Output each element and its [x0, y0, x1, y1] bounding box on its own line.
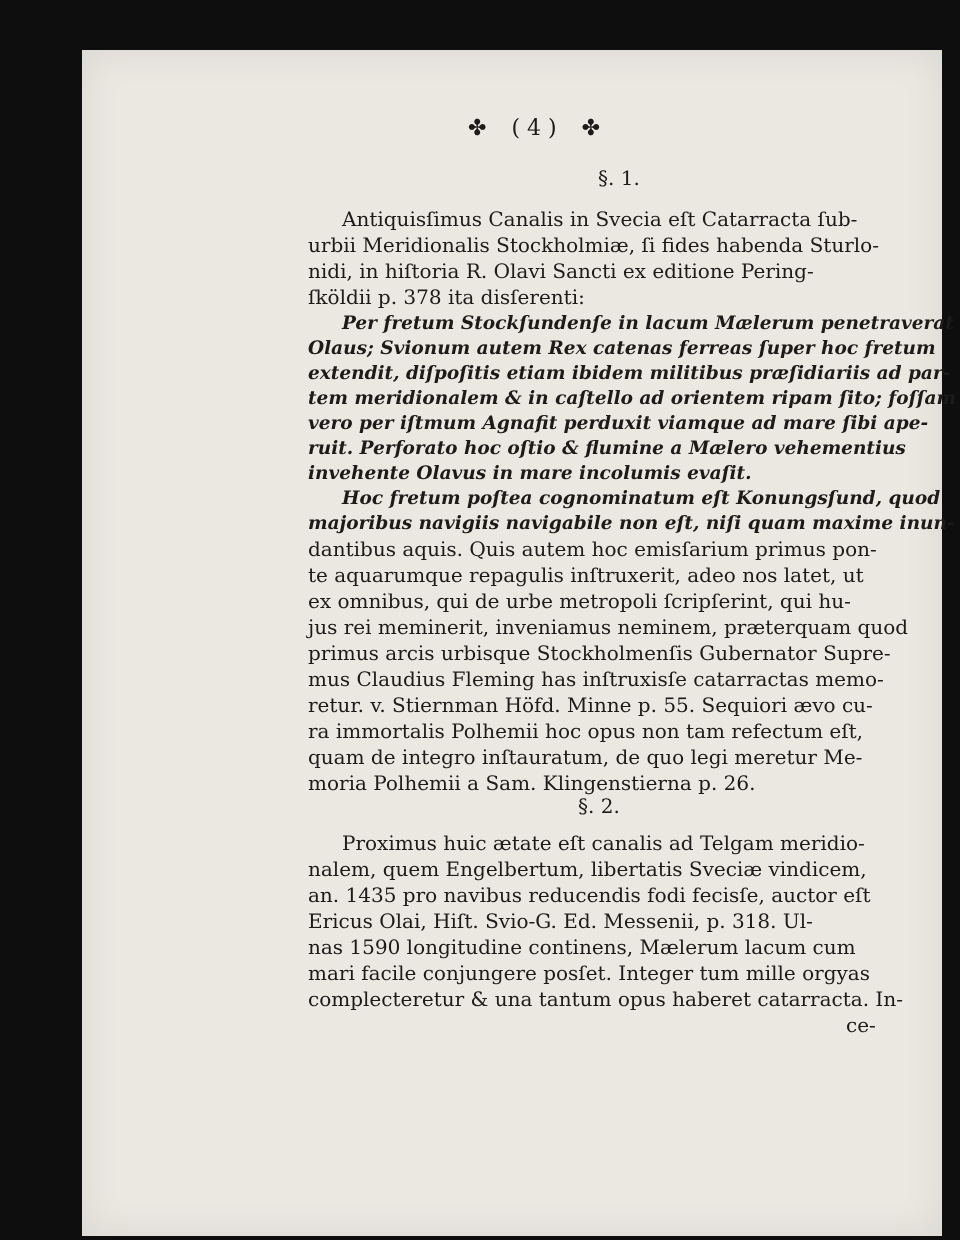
quote-line: ruit. Perforato hoc oſtio & flumine a Mælero vehementius: [308, 438, 906, 459]
quote-line: Hoc fretum poſtea cognominatum eſt Konungsſund, quod: [342, 488, 941, 509]
text-line: dantibus aquis. Quis autem hoc emisſarium primus pon-: [308, 537, 877, 561]
text-line: te aquarumque repagulis inſtruxerit, adeo nos latet, ut: [308, 563, 864, 587]
text-line: nalem, quem Engelbertum, libertatis Sveciæ vindicem,: [308, 857, 867, 881]
text-line: retur. v. Stiernman Höfd. Minne p. 55. Sequiori ævo cu-: [308, 693, 873, 717]
text-line: jus rei meminerit, inveniamus neminem, præterquam quod: [308, 615, 909, 639]
text-line: mari facile conjungere posſet. Integer tum mille orgyas: [308, 961, 870, 985]
catchword: ce-: [846, 1013, 876, 1037]
page-number: ( 4 ): [511, 116, 557, 141]
text-line: nas 1590 longitudine continens, Mælerum lacum cum: [308, 935, 856, 959]
quote-line: Olaus; Svionum autem Rex catenas ferreas ſuper hoc fretum: [308, 338, 936, 359]
text-line: primus arcis urbisque Stockholmenſis Gubernator Supre-: [308, 641, 891, 665]
quote-line: invehente Olavus in mare incolumis evaſit.: [308, 463, 752, 484]
page-header: [450, 116, 750, 141]
text-line: complecteretur & una tantum opus haberet catarracta. In-: [308, 987, 903, 1011]
text-line: Antiquisſimus Canalis in Svecia eſt Catarracta ſub-: [342, 207, 858, 231]
quote-line: tem meridionalem & in caſtello ad orientem ripam ſito; foſſam: [308, 388, 957, 409]
quote-line: vero per iſtmum Agnafit perduxit viamque ad mare ſibi ape-: [308, 413, 929, 434]
text-line: ſköldii p. 378 ita disſerenti:: [308, 285, 585, 309]
quote-line: Per fretum Stockſundenſe in lacum Mælerum penetraverat: [342, 313, 954, 334]
text-line: urbii Meridionalis Stockholmiæ, ſi fides habenda Sturlo-: [308, 233, 879, 257]
text-line: Ericus Olai, Hiſt. Svio-G. Ed. Messenii, p. 318. Ul-: [308, 909, 813, 933]
text-line: ex omnibus, qui de urbe metropoli ſcripſerint, qui hu-: [308, 589, 851, 613]
text-line: Proximus huic ætate eſt canalis ad Telgam meridio-: [342, 831, 865, 855]
section-2-heading: §. 2.: [578, 794, 620, 818]
right-ornament-icon: ✤: [581, 116, 601, 141]
quote-line: majoribus navigiis navigabile non eſt, niſi quam maxime inun-: [308, 513, 955, 534]
text-line: moria Polhemii a Sam. Klingenstierna p. 26.: [308, 771, 756, 795]
text-line: ra immortalis Polhemii hoc opus non tam refectum eſt,: [308, 719, 864, 743]
text-line: quam de integro inſtauratum, de quo legi meretur Me-: [308, 745, 863, 769]
text-line: an. 1435 pro navibus reducendis fodi fecisſe, auctor eſt: [308, 883, 871, 907]
left-ornament-icon: ✤: [468, 116, 487, 141]
quote-line: extendit, diſpoſitis etiam ibidem militibus præſidiariis ad par-: [308, 363, 951, 384]
section-1-heading: §. 1.: [598, 166, 640, 190]
text-line: nidi, in hiſtoria R. Olavi Sancti ex editione Pering-: [308, 259, 814, 283]
text-line: mus Claudius Fleming has inſtruxisſe catarractas memo-: [308, 667, 884, 691]
